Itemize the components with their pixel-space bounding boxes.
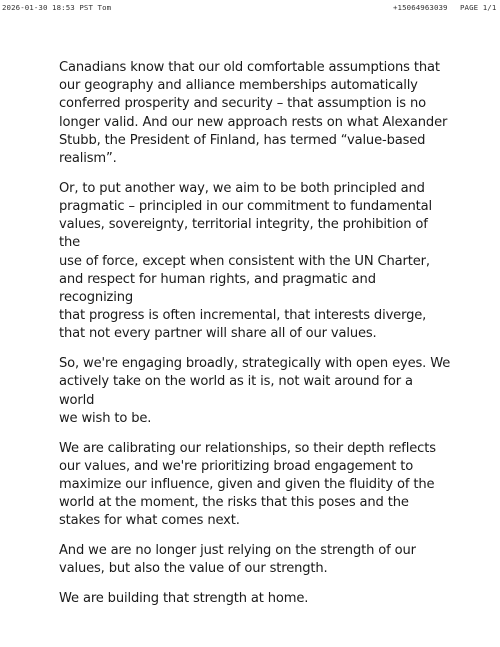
paragraph-2: Or, to put another way, we aim to be both principled and pragmatic – principled in our commitment to fundamental values, sovereignty, territorial integrity, the prohibition of the use of force, except when consistent with the UN Charter, and respect for human rights, and pragmatic and recognizing that progress is often incremental, that interests diverge, that not every partner will share all of our values. xyxy=(59,180,432,342)
fax-page-indicator: PAGE 1/1 xyxy=(460,3,497,12)
fax-phone-number: +15064963039 xyxy=(393,3,448,12)
document-body xyxy=(59,59,451,620)
paragraph-6: We are building that strength at home. xyxy=(59,591,309,607)
paragraph-1: Canadians know that our old comfortable assumptions that our geography and alliance memberships automatically conferred prosperity and security – that assumption is no longer valid. And our new approach rests on what Alexander Stubb, the President of Finland, has termed “value-based realism”. xyxy=(59,60,448,167)
paragraph-5: And we are no longer just relying on the strength of our values, but also the value of our strength. xyxy=(59,543,416,577)
paragraph-4: We are calibrating our relationships, so their depth reflects our values, and we're prioritizing broad engagement to maximize our influence, given and given the fluidity of the world at the moment, the risks that this poses and the stakes for what comes next. xyxy=(59,440,436,529)
fax-datetime: 2026-01-30 18:53 PST Tom xyxy=(2,3,112,12)
paragraph-3: So, we're engaging broadly, strategically with open eyes. We actively take on the world as it is, not wait around for a world we wish to be. xyxy=(59,356,451,426)
fax-header xyxy=(2,3,496,15)
